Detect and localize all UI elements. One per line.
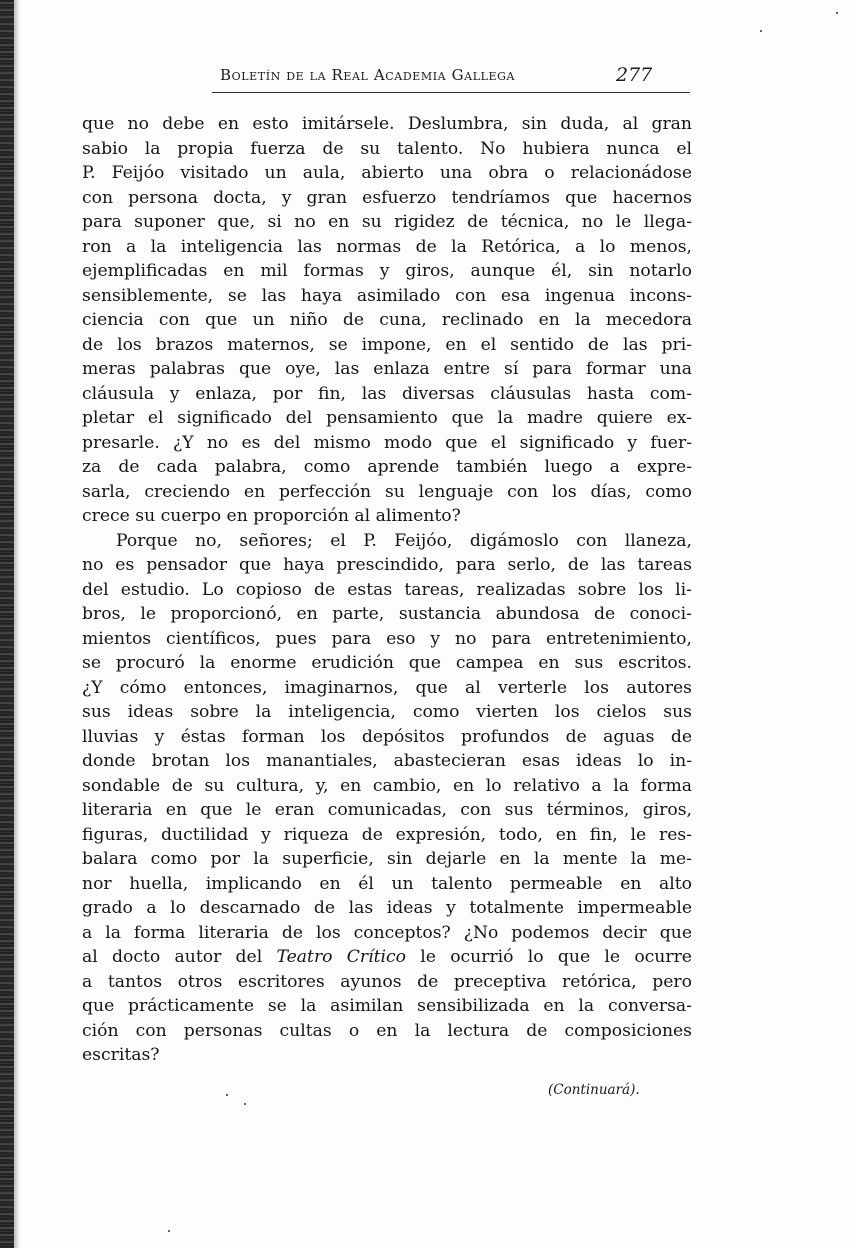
text-line: literaria en que le eran comunicadas, con sus términos, giros, [82,800,692,820]
paragraph-1 [82,112,692,529]
text-line: crece su cuerpo en proporción al alimento? [82,506,461,526]
text-line: meras palabras que oye, las enlaza entre sí para formar una [82,359,692,379]
text-line: a tantos otros escritores ayunos de preceptiva retórica, pero [82,971,692,992]
text-line: cláusula y enlaza, por fin, las diversas cláusulas hasta com- [82,383,692,404]
text-line: nor huella, implicando en él un talento permeable en alto [82,873,692,894]
text-line: ción con personas cultas o en la lectura de composiciones [82,1020,692,1041]
text-segment: le ocurrió lo que le ocurre [406,947,692,967]
text-line: a la forma literaria de los conceptos? ¿No podemos decir que [82,922,692,943]
text-line: za de cada palabra, como aprende también luego a expre- [82,457,692,477]
text-line: balara como por la superficie, sin dejarle en la mente la me- [82,849,692,869]
text-line: no es pensador que haya prescindido, para serlo, de las tareas [82,555,692,575]
text-line: P. Feijóo visitado un aula, abierto una obra o relacionádose [82,163,692,183]
text-line: del estudio. Lo copioso de estas tareas, realizadas sobre los li- [82,579,692,600]
text-line: mientos científicos, pues para eso y no para entretenimiento, [82,628,692,649]
text-line: sondable de su cultura, y, en cambio, en lo relativo a la forma [82,775,692,796]
text-line: para suponer que, si no en su rigidez de técnica, no le llega- [82,212,692,232]
text-line: Porque no, señores; el P. Feijóo, digámoslo con llaneza, [116,530,692,551]
text-line: ron a la inteligencia las normas de la Retórica, a lo menos, [82,236,692,257]
text-line-with-title [82,945,692,970]
running-head [212,64,692,94]
print-speck [168,1230,170,1232]
text-line: sensiblemente, se las haya asimilado con esa ingenua incons- [82,285,692,306]
text-line: donde brotan los manantiales, abastecieran esas ideas lo in- [82,751,692,771]
text-line: ¿Y cómo entonces, imaginarnos, que al verterle los autores [82,677,692,698]
body-text [82,112,692,1068]
continued-note: (Continuará). [548,1082,640,1098]
print-speck [244,1103,246,1105]
text-line: escritas? [82,1045,160,1065]
text-line: presarle. ¿Y no es del mismo modo que el significado y fuer- [82,432,692,453]
print-speck [226,1094,228,1096]
text-line: ciencia con que un niño de cuna, reclinado en la mecedora [82,310,692,330]
text-line: lluvias y éstas forman los depósitos profundos de aguas de [82,726,692,747]
print-speck [760,30,762,32]
print-speck [836,12,838,14]
page-number: 277 [616,64,653,86]
text-line: sus ideas sobre la inteligencia, como vierten los cielos sus [82,702,692,722]
text-line: bros, le proporcionó, en parte, sustancia abundosa de conoci- [82,604,692,624]
paragraph-2 [82,529,692,1068]
text-line: con persona docta, y gran esfuerzo tendríamos que hacernos [82,187,692,208]
text-line: sabio la propia fuerza de su talento. No hubiera nunca el [82,138,692,159]
work-title: Teatro Crítico [276,947,407,967]
binding-edge [0,0,14,1248]
text-line: que no debe en esto imitársele. Deslumbra, sin duda, al gran [82,114,692,134]
text-segment: al docto autor del [82,947,277,967]
text-line: ejemplificadas en mil formas y giros, aunque él, sin notarlo [82,261,692,281]
text-line: pletar el significado del pensamiento que la madre quiere ex- [82,408,692,428]
text-line: de los brazos maternos, se impone, en el sentido de las pri- [82,334,692,355]
text-line: que prácticamente se la asimilan sensibilizada en la conversa- [82,996,692,1016]
text-line: sarla, creciendo en perfección su lenguaje con los días, como [82,481,692,502]
text-line: figuras, ductilidad y riqueza de expresión, todo, en fin, le res- [82,824,692,845]
text-line: se procuró la enorme erudición que campea en sus escritos. [82,653,692,673]
text-line: grado a lo descarnado de las ideas y totalmente impermeable [82,898,692,918]
running-title: Boletín de la Real Academia Gallega [220,66,516,84]
header-rule [212,92,690,93]
